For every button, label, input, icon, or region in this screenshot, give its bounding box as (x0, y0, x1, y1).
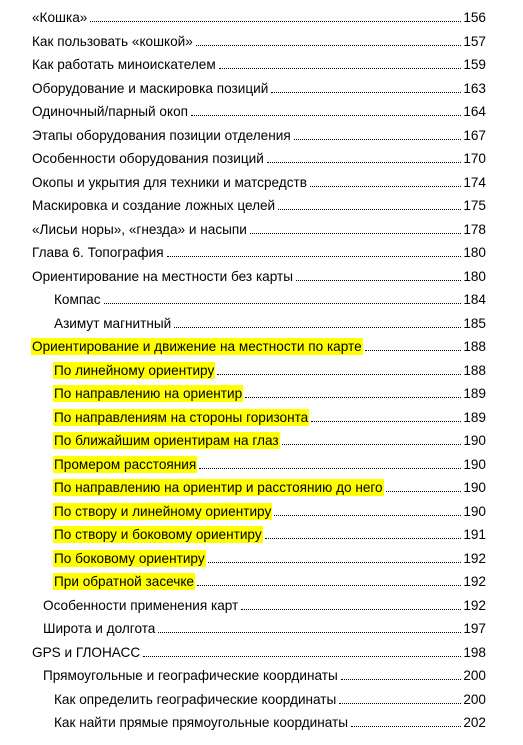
toc-entry-page: 200 (463, 668, 486, 683)
toc-entry-title: Компас (54, 292, 101, 307)
toc-entry-page: 156 (463, 10, 486, 25)
toc-entry[interactable] (0, 547, 523, 567)
toc-entry-page: 180 (463, 245, 486, 260)
toc-entry[interactable] (0, 171, 523, 191)
dot-leader (167, 255, 462, 257)
toc-entry[interactable] (0, 664, 523, 684)
toc-entry-page: 163 (463, 80, 486, 96)
toc-entry-title: Как пользовать «кошкой» (32, 33, 193, 49)
dot-leader (104, 302, 462, 304)
dot-leader (339, 702, 461, 704)
toc-entry[interactable] (0, 30, 523, 50)
toc-entry[interactable] (0, 523, 523, 543)
toc-entry-page: 178 (463, 221, 486, 237)
toc-entry-title: По створу и боковому ориентиру (54, 527, 262, 542)
dot-leader (278, 208, 461, 210)
toc-entry-title: По направлениям на стороны горизонта (54, 409, 309, 425)
toc-entry[interactable] (0, 77, 523, 97)
toc-entry-title: «Кошка» (32, 10, 88, 25)
toc-entry[interactable] (0, 124, 523, 144)
toc-entry[interactable] (0, 641, 523, 661)
toc-entry-page: 192 (463, 550, 486, 566)
dot-leader (196, 44, 461, 46)
toc-entry-page: 200 (463, 691, 486, 707)
dot-leader (197, 584, 461, 586)
dot-leader (199, 467, 461, 469)
toc-entry[interactable] (0, 476, 523, 496)
dot-leader (158, 631, 461, 633)
toc-entry[interactable] (0, 194, 523, 214)
toc-entry-page: 192 (463, 597, 486, 613)
toc-entry-page: 175 (463, 198, 486, 213)
dot-leader (310, 185, 461, 187)
dot-leader (341, 678, 462, 680)
toc-entry-title: По направлению на ориентир (54, 386, 243, 401)
toc-entry-title: По ближайшим ориентирам на глаз (54, 433, 279, 448)
toc-entry-page: 197 (463, 621, 486, 636)
toc-entry[interactable] (0, 617, 523, 637)
toc-entry-title: Как определить географические координаты (54, 691, 337, 707)
toc-entry[interactable] (0, 53, 523, 73)
toc-entry-page: 188 (463, 339, 486, 354)
dot-leader (143, 655, 461, 657)
dot-leader (245, 396, 461, 398)
dot-leader (274, 514, 461, 516)
dot-leader (174, 326, 461, 328)
toc-entry[interactable] (0, 688, 523, 708)
toc-entry-title: Маскировка и создание ложных целей (32, 198, 276, 213)
dot-leader (365, 349, 462, 351)
toc-entry-page: 170 (463, 151, 486, 166)
toc-entry-title: Ориентирование и движение на местности по карте (32, 339, 362, 354)
toc-entry-title: Промером расстояния (54, 456, 197, 472)
toc-entry-title: Как найти прямые прямоугольные координаты (54, 715, 349, 730)
toc-entry[interactable] (0, 359, 523, 379)
dot-leader (241, 608, 461, 610)
toc-entry-title: Одиночный/парный окоп (32, 104, 189, 119)
toc-entry-page: 202 (463, 715, 486, 730)
toc-entry-title: Глава 6. Топография (32, 245, 164, 260)
toc-entry-page: 198 (463, 644, 486, 660)
toc-entry[interactable] (0, 312, 523, 332)
dot-leader (219, 67, 462, 69)
toc-entry[interactable] (0, 406, 523, 426)
toc-entry-page: 184 (463, 292, 486, 307)
dot-leader (265, 537, 462, 539)
toc-entry[interactable] (0, 594, 523, 614)
dot-leader (386, 490, 462, 492)
dot-leader (294, 138, 462, 140)
toc-entry[interactable] (0, 453, 523, 473)
toc-entry-title: Азимут магнитный (54, 315, 172, 331)
toc-entry-page: 190 (463, 480, 486, 495)
toc-entry-page: 167 (463, 127, 486, 143)
toc-entry-page: 189 (463, 409, 486, 425)
toc-entry-title: По направлению на ориентир и расстоянию до него (54, 480, 383, 495)
toc-entry[interactable] (0, 265, 523, 285)
toc-entry-title: Ориентирование на местности без карты (32, 268, 294, 284)
toc-entry-page: 192 (463, 574, 486, 589)
toc-entry-title: По линейному ориентиру (54, 362, 215, 378)
dot-leader (311, 420, 461, 422)
toc-entry[interactable] (0, 147, 523, 167)
toc-entry[interactable] (0, 100, 523, 120)
dot-leader (282, 443, 462, 445)
toc-entry-page: 159 (463, 57, 486, 72)
toc-entry[interactable] (0, 711, 523, 731)
toc-entry-title: При обратной засечке (54, 574, 194, 589)
toc-entry[interactable] (0, 429, 523, 449)
toc-entry-title: Как работать миноискателем (32, 57, 216, 72)
dot-leader (217, 373, 461, 375)
toc-entry-title: «Лисьи норы», «гнезда» и насыпи (32, 221, 247, 237)
dot-leader (267, 161, 461, 163)
toc-entry-page: 190 (463, 433, 486, 448)
toc-entry-page: 190 (463, 503, 486, 519)
toc-entry-title: По створу и линейному ориентиру (54, 503, 272, 519)
toc-entry[interactable] (0, 570, 523, 590)
toc-entry-title: Прямоугольные и географические координаты (43, 668, 338, 683)
toc-entry[interactable] (0, 288, 523, 308)
toc-entry[interactable] (0, 500, 523, 520)
toc-entry[interactable] (0, 382, 523, 402)
toc-entry-page: 190 (463, 456, 486, 472)
toc-entry-title: Оборудование и маскировка позиций (32, 80, 269, 96)
toc-entry-page: 185 (463, 315, 486, 331)
toc-entry-page: 157 (463, 33, 486, 49)
dot-leader (271, 91, 461, 93)
toc-entry-page: 191 (463, 527, 486, 542)
toc-entry-title: Особенности оборудования позиций (32, 151, 264, 166)
dot-leader (191, 114, 461, 116)
toc-entry-page: 180 (463, 268, 486, 284)
toc-entry[interactable] (0, 6, 523, 26)
dot-leader (250, 232, 461, 234)
dot-leader (296, 279, 461, 281)
toc-entry-title: Окопы и укрытия для техники и матсредств (32, 174, 307, 190)
toc-entry-title: По боковому ориентиру (54, 550, 205, 566)
toc-entry-title: Этапы оборудования позиции отделения (32, 127, 291, 143)
toc-entry-title: Широта и долгота (43, 621, 156, 636)
toc-entry-page: 174 (463, 174, 486, 190)
dot-leader (90, 20, 461, 22)
toc-entry[interactable] (0, 218, 523, 238)
toc-entry-title: Особенности применения карт (43, 597, 239, 613)
toc-entry-title: GPS и ГЛОНАСС (32, 644, 141, 660)
dot-leader (351, 725, 461, 727)
toc-entry-page: 164 (463, 104, 486, 119)
toc-entry[interactable] (0, 241, 523, 261)
toc-entry[interactable] (0, 335, 523, 355)
dot-leader (208, 561, 462, 563)
toc-entry-page: 189 (463, 386, 486, 401)
toc-entry-page: 188 (463, 362, 486, 378)
